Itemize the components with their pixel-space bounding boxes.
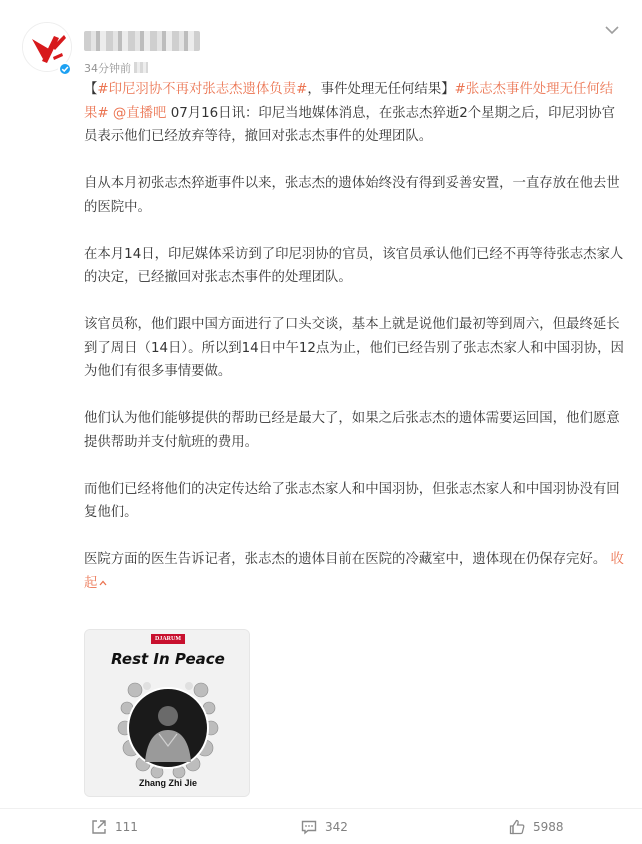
- headline-open-bracket: 【: [84, 82, 98, 97]
- like-count: 5988: [533, 820, 564, 834]
- post-content: [84, 78, 624, 619]
- hashtag-link[interactable]: #印尼羽协不再对张志杰遗体负责#: [97, 82, 308, 97]
- post-headline-paragraph: [84, 78, 624, 149]
- image-caption-name: Zhang Zhi Jie: [138, 778, 197, 788]
- hashtag-link[interactable]: #张志杰事件处理无任何结果#: [84, 82, 614, 121]
- brand-logo: DJARUM: [151, 634, 185, 644]
- share-icon: [90, 818, 108, 836]
- post-paragraph: 医院方面的医生告诉记者，张志杰的遗体目前在医院的冷藏室中，遗体现在仍保存完好。: [84, 552, 607, 567]
- post-image[interactable]: [84, 629, 250, 797]
- like-button[interactable]: [508, 816, 564, 838]
- comment-count: 342: [325, 820, 348, 834]
- repost-count: 111: [115, 820, 138, 834]
- post-paragraph: 而他们已经将他们的决定传达给了张志杰家人和中国羽协，但张志杰家人和中国羽协没有回复他们。: [84, 481, 620, 520]
- post-meta: [84, 60, 148, 76]
- author-name[interactable]: [84, 31, 200, 51]
- comment-button[interactable]: [300, 816, 348, 838]
- collapse-label: 收起: [84, 552, 624, 591]
- mention-link[interactable]: @直播吧: [112, 105, 167, 121]
- post-paragraph-last: [84, 548, 624, 595]
- repost-button[interactable]: [90, 816, 138, 838]
- post-menu-button[interactable]: [602, 22, 622, 38]
- footer-divider: [0, 808, 642, 809]
- headline-text: ，事件处理无任何结果】: [307, 82, 455, 97]
- post-paragraph: 该官员称，他们跟中国方面进行了口头交谈，基本上就是说他们最初等到周六，但最终延长到了周日（14日）。所以到14日中午12点为止，他们已经告别了张志杰家人和中国羽协，因为他们有很多事情要做。: [84, 317, 624, 379]
- comment-icon: [300, 818, 318, 836]
- thumbs-up-icon: [508, 818, 526, 836]
- post-paragraph: 在本月14日，印尼媒体采访到了印尼羽协的官员，该官员承认他们已经不再等待张志杰家人的决定，已经撤回对张志杰事件的处理团队。: [84, 246, 624, 285]
- lead-text: 07月16日讯：印尼当地媒体消息，在张志杰猝逝2个星期之后，印尼羽协官员表示他们已经放弃等待，撤回对张志杰事件的处理团队。: [84, 105, 616, 144]
- post-paragraph: 他们认为他们能够提供的帮助已经是最大了，如果之后张志杰的遗体需要运回国，他们愿意提供帮助并支付航班的费用。: [84, 411, 620, 450]
- verified-badge-icon: [58, 62, 72, 76]
- chevron-up-icon: [99, 579, 107, 587]
- post-source: [134, 62, 148, 73]
- image-title: Rest In Peace: [111, 650, 225, 668]
- post-paragraph: 自从本月初张志杰猝逝事件以来，张志杰的遗体始终没有得到妥善安置，一直存放在他去世的医院中。: [84, 176, 620, 215]
- post-time[interactable]: 34分钟前: [84, 62, 131, 75]
- chevron-down-icon: [602, 22, 622, 38]
